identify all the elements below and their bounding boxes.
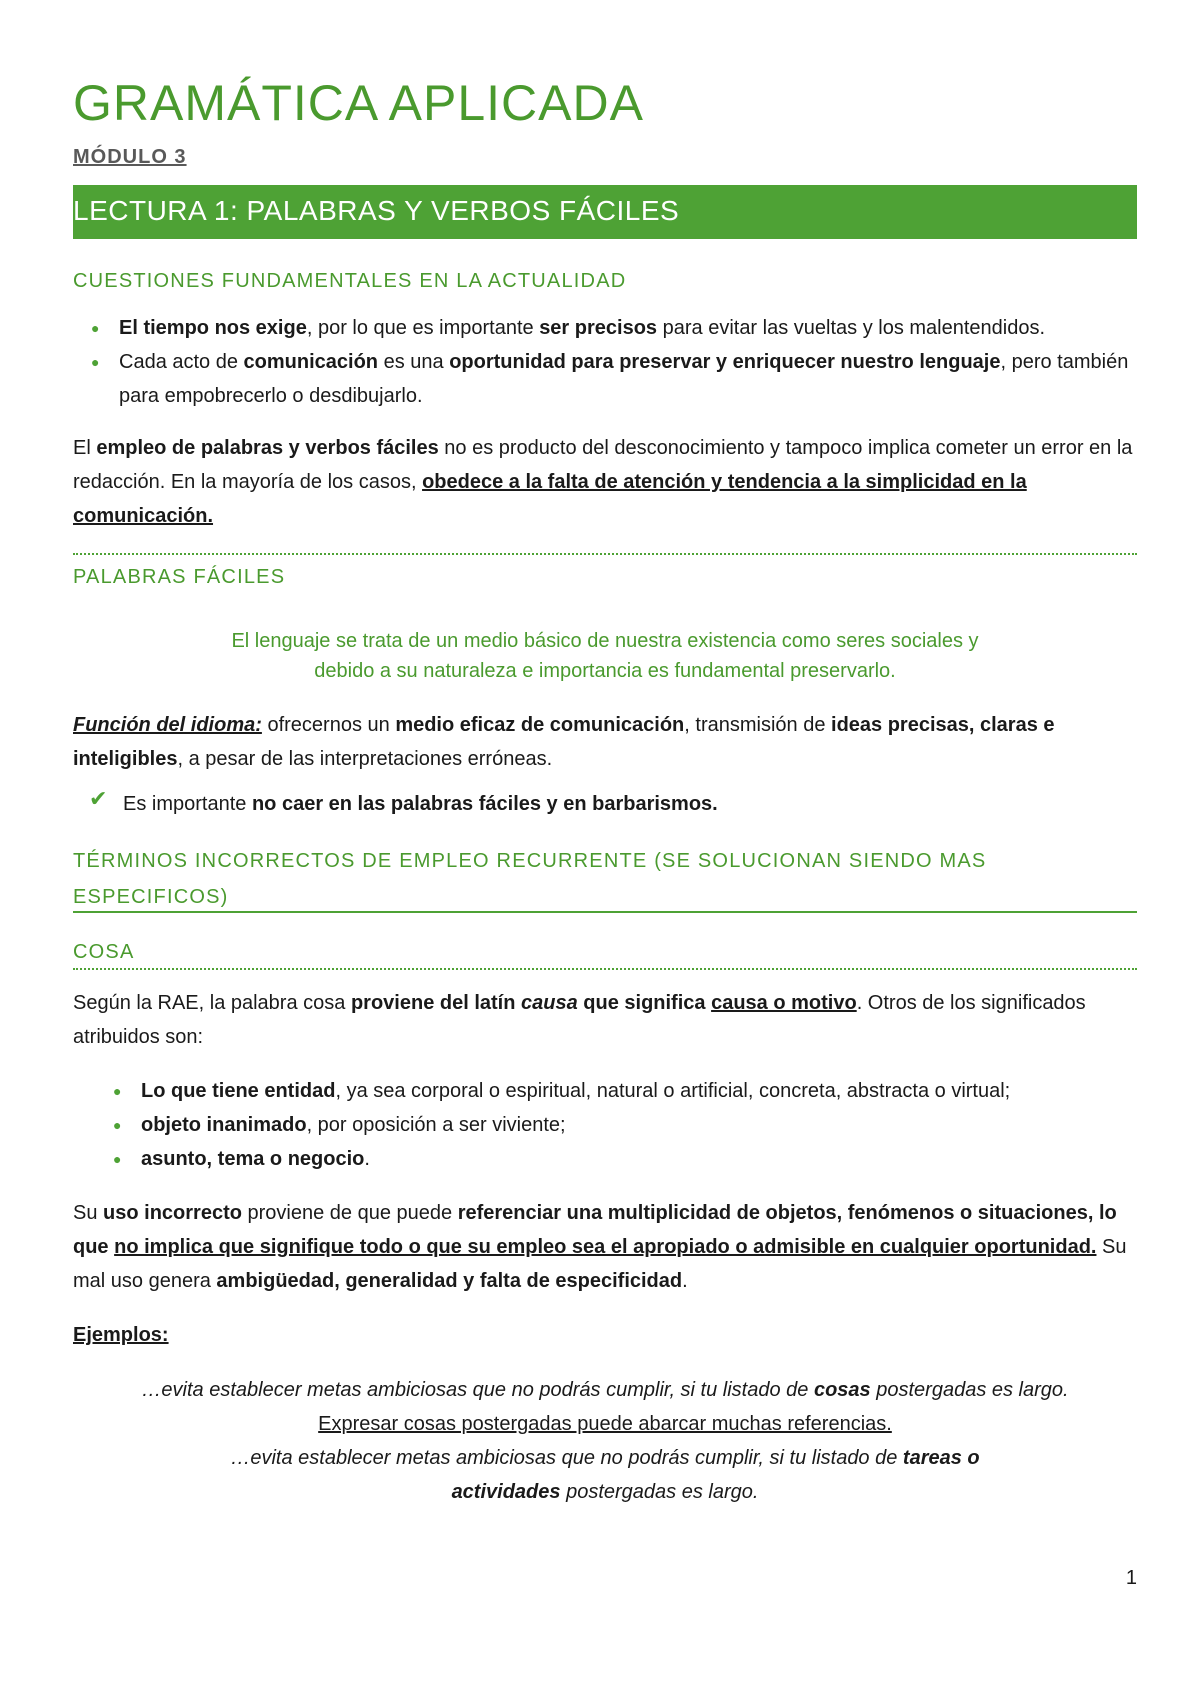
section-heading-cosa: COSA <box>73 941 135 963</box>
page-number: 1 <box>1125 1567 1137 1589</box>
section-heading-palabras-faciles: PALABRAS FÁCILES <box>73 566 286 588</box>
paragraph-funcion-idioma: Función del idioma: ofrecernos un medio eficaz de comunicación, transmisión de ideas precisas, claras e inteligibles, a pesar de las interpretaciones erróneas. <box>73 714 1055 770</box>
quote-line-2: debido a su naturaleza e importancia es fundamental preservarlo. <box>314 660 896 682</box>
list-item: ● objeto inanimado, por oposición a ser viviente; <box>95 1108 1137 1142</box>
lecture-title: LECTURA 1: PALABRAS Y VERBOS FÁCILES <box>73 195 680 226</box>
example-line-3: …evita establecer metas ambiciosas que no podrás cumplir, si tu listado de tareas o actividades postergadas es largo. <box>230 1447 980 1503</box>
cosa-meanings-list <box>95 1074 1137 1176</box>
lecture-banner <box>73 185 1137 239</box>
module-label: MÓDULO 3 <box>73 146 187 168</box>
example-line-2: Expresar cosas postergadas puede abarcar muchas referencias. <box>318 1413 892 1435</box>
paragraph-uso-incorrecto: Su uso incorrecto proviene de que puede referenciar una multiplicidad de objetos, fenómenos o situaciones, lo que no implica que signifique todo o que su empleo sea el apropiado o admisible en cualquier oportunidad. Su mal uso genera ambigüedad, generalidad y falta de especificidad. <box>73 1202 1127 1292</box>
solid-divider <box>73 911 1137 913</box>
list-item: ● Cada acto de comunicación es una oportunidad para preservar y enriquecer nuestro lenguaje, pero también para empobrecerlo o desdibujarlo. <box>73 345 1137 413</box>
document-title: GRAMÁTICA APLICADA <box>73 75 644 131</box>
example-line-1: …evita establecer metas ambiciosas que no podrás cumplir, si tu listado de cosas postergadas es largo. <box>141 1379 1069 1401</box>
section-heading-terminos: TÉRMINOS INCORRECTOS DE EMPLEO RECURRENTE (SE SOLUCIONAN SIENDO MAS ESPECIFICOS) <box>73 850 987 908</box>
dotted-divider <box>73 553 1137 555</box>
examples-label: Ejemplos: <box>73 1324 169 1346</box>
paragraph-palabras-faciles-intro: El empleo de palabras y verbos fáciles no es producto del desconocimiento y tampoco implica cometer un error en la redacción. En la mayoría de los casos, obedece a la falta de atención y tendencia a la simplicidad en la comunicación. <box>73 437 1133 527</box>
section-heading-cuestiones: CUESTIONES FUNDAMENTALES EN LA ACTUALIDAD <box>73 270 627 292</box>
list-item: ● El tiempo nos exige, por lo que es importante ser precisos para evitar las vueltas y los malentendidos. <box>73 311 1137 345</box>
check-item: Es importante no caer en las palabras fáciles y en barbarismos. <box>123 793 718 815</box>
dotted-divider <box>73 968 1137 970</box>
checkmark-icon: ✔ <box>89 786 108 811</box>
quote-line-1: El lenguaje se trata de un medio básico de nuestra existencia como seres sociales y <box>231 630 979 652</box>
list-item: ● asunto, tema o negocio. <box>95 1142 1137 1176</box>
fundamental-bullets <box>73 311 1137 413</box>
paragraph-rae-cosa: Según la RAE, la palabra cosa proviene del latín causa que significa causa o motivo. Otros de los significados atribuidos son: <box>73 992 1086 1048</box>
list-item: ● Lo que tiene entidad, ya sea corporal o espiritual, natural o artificial, concreta, abstracta o virtual; <box>95 1074 1137 1108</box>
